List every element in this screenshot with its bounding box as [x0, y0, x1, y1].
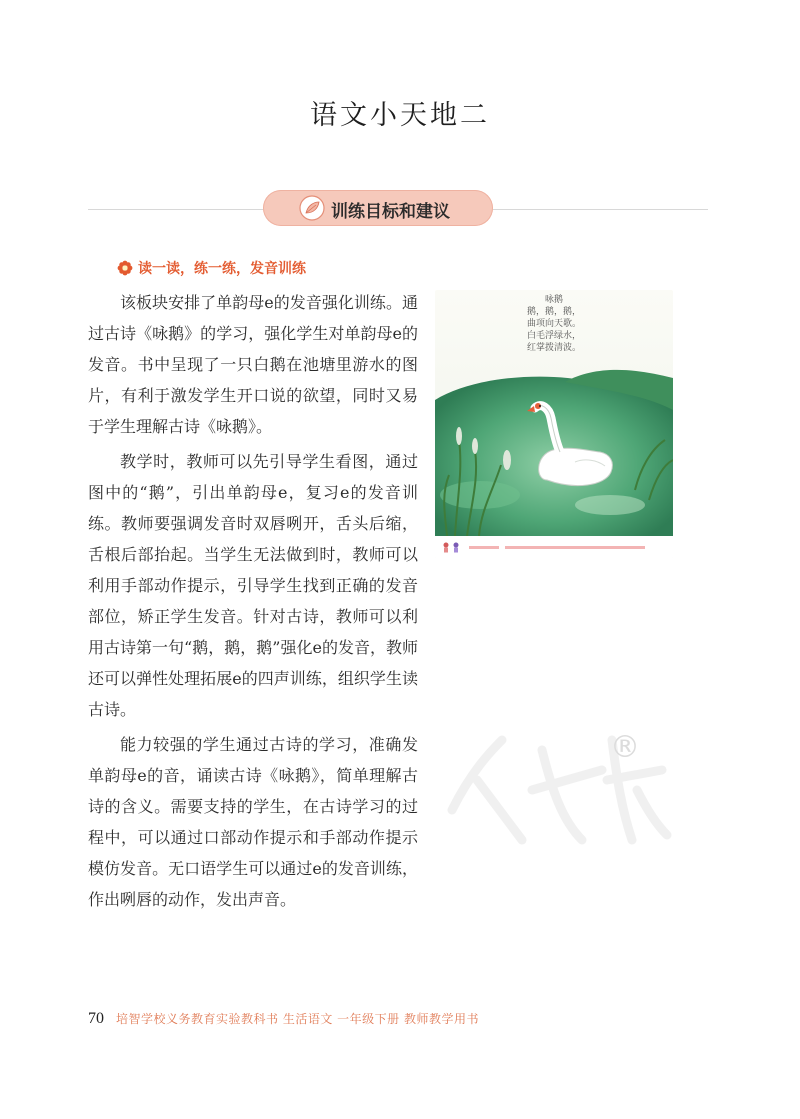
goose-illustration: [435, 290, 673, 558]
page-title: 语文小天地二: [310, 100, 490, 131]
subsection-label: 读一读，练一练，发音训练: [138, 261, 306, 277]
page-number: 70: [88, 1010, 104, 1027]
page-footer: [88, 1010, 479, 1028]
poem-block: [435, 294, 673, 354]
caption-bar: [469, 546, 499, 549]
children-icon: [441, 541, 463, 553]
flower-icon: [117, 260, 133, 276]
registered-mark: ®: [610, 730, 640, 765]
figure-footer-strip: [435, 536, 673, 558]
subsection-heading: [117, 258, 306, 278]
book-title-footer: 培智学校义务教育实验教科书 生活语文 一年级下册 教师教学用书: [116, 1012, 479, 1026]
paragraph: 该板块安排了单韵母e的发音强化训练。通过古诗《咏鹅》的学习，强化学生对单韵母e的发音。书中呈现了一只白鹅在池塘里游水的图片，有利于激发学生开口说的欲望，同时又易于学生理解古诗《咏鹅》。: [88, 293, 418, 436]
caption-bar: [505, 546, 645, 549]
poem-line: 红掌拨清波。: [526, 343, 581, 353]
poem-line: 鹅，鹅，鹅，: [526, 307, 581, 317]
leaf-icon: [299, 195, 325, 221]
poem-line: 曲项向天歌。: [526, 319, 581, 329]
body-text: [88, 287, 418, 919]
banner-label: 训练目标和建议: [331, 202, 450, 222]
poem-line: 白毛浮绿水，: [526, 331, 581, 341]
paragraph: 教学时，教师可以先引导学生看图，通过图中的“鹅”，引出单韵母e，复习e的发音训练。教师要强调发音时双唇咧开，舌头后缩，舌根后部抬起。当学生无法做到时，教师可以利用手部动作提示，引导学生找到正确的发音部位，矫正学生发音。针对古诗，教师可以利用古诗第一句“鹅，鹅，鹅”强化e的发音，教师还可以弹性处理拓展e的四声训练，组织学生读古诗。: [88, 452, 418, 719]
poem-title: 咏鹅: [544, 295, 563, 305]
paragraph: 能力较强的学生通过古诗的学习，准确发单韵母e的音，诵读古诗《咏鹅》，简单理解古诗的含义。需要支持的学生，在古诗学习的过程中，可以通过口部动作提示和手部动作提示模仿发音。无口语学生可以通过e的发音训练，作出咧唇的动作，发出声音。: [88, 735, 418, 909]
section-banner: [263, 190, 493, 226]
